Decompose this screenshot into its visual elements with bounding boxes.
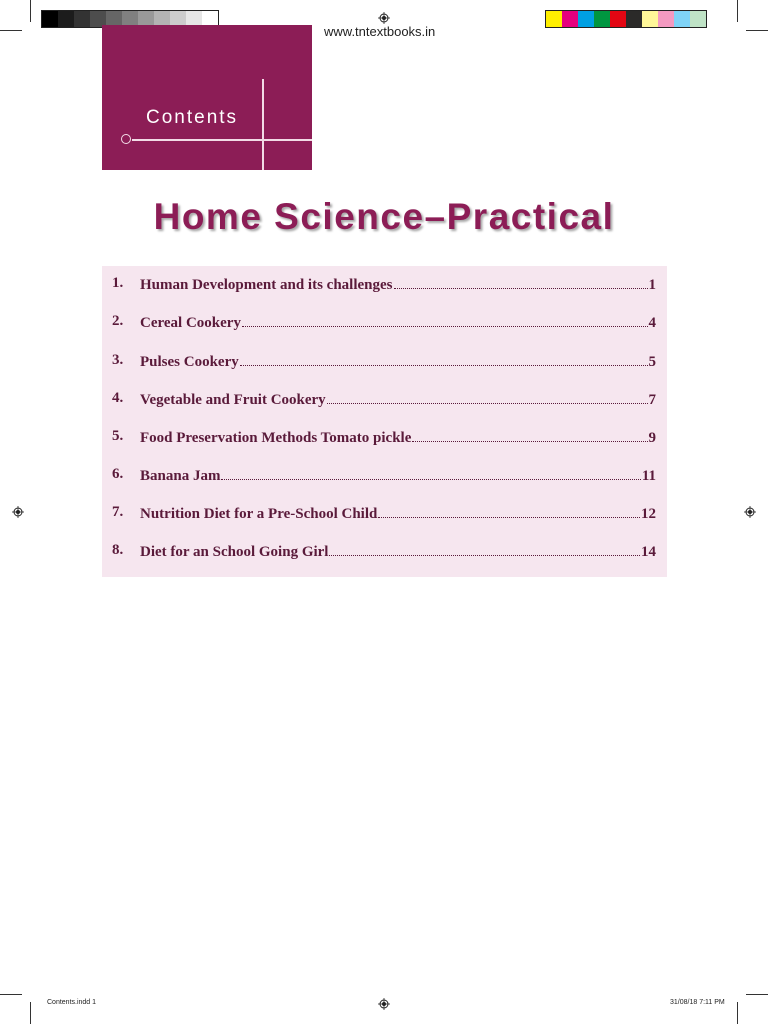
toc-entry-title: Vegetable and Fruit Cookery (140, 392, 326, 408)
footer-filename: Contents.indd 1 (47, 999, 97, 1006)
registration-mark-icon (378, 998, 390, 1010)
color-swatch (610, 11, 626, 27)
registration-mark-icon (378, 12, 390, 24)
decorative-line (262, 79, 264, 170)
color-swatch (578, 11, 594, 27)
crop-mark (0, 30, 22, 31)
toc-entry-line (140, 313, 656, 332)
toc-entry[interactable] (102, 390, 667, 412)
toc-entry[interactable] (102, 504, 667, 526)
toc-entry-title: Diet for an School Going Girl (140, 544, 329, 560)
dot-leader (394, 275, 648, 289)
crop-mark (30, 0, 31, 22)
color-swatch (58, 11, 74, 27)
crop-mark (746, 30, 768, 31)
color-swatch (658, 11, 674, 27)
dot-leader (329, 542, 640, 556)
crop-mark (30, 1002, 31, 1024)
toc-entry-page-number: 5 (648, 354, 656, 370)
toc-entry-line (140, 428, 656, 447)
toc-entry-number: 3. (112, 352, 124, 368)
toc-entry-number: 2. (112, 313, 124, 329)
toc-entry-line (140, 542, 656, 561)
dot-leader (240, 352, 648, 366)
color-swatch (626, 11, 642, 27)
dot-leader (221, 466, 640, 480)
toc-entry-number: 7. (112, 504, 124, 520)
crop-mark (737, 1002, 738, 1024)
page-title: Home Science–Practical (153, 196, 615, 237)
color-swatch (674, 11, 690, 27)
toc-entry[interactable] (102, 428, 667, 450)
toc-entry-title: Food Preservation Methods Tomato pickle (140, 430, 412, 446)
process-color-bar (545, 10, 707, 28)
toc-entry-page-number: 14 (641, 544, 656, 560)
toc-entry-number: 8. (112, 542, 124, 558)
contents-label: Contents (146, 107, 239, 128)
toc-entry-line (140, 275, 656, 294)
toc-entry-number: 1. (112, 275, 124, 291)
footer-timestamp: 31/08/18 7:11 PM (670, 999, 725, 1006)
color-swatch (690, 11, 706, 27)
registration-mark-icon (744, 506, 756, 518)
toc-entry[interactable] (102, 313, 667, 335)
toc-entry-line (140, 504, 656, 523)
toc-entry-page-number: 9 (648, 430, 656, 446)
toc-entry-page-number: 11 (641, 468, 656, 484)
toc-entry[interactable] (102, 352, 667, 374)
toc-entry-line (140, 390, 656, 409)
registration-mark-icon (12, 506, 24, 518)
crop-mark (746, 994, 768, 995)
dot-leader (242, 313, 648, 327)
toc-entry-title: Nutrition Diet for a Pre-School Child (140, 506, 378, 522)
color-swatch (546, 11, 562, 27)
color-swatch (642, 11, 658, 27)
circle-bullet-icon (121, 134, 131, 144)
toc-entry-title: Banana Jam (140, 468, 221, 484)
decorative-line (132, 139, 312, 141)
toc-entry-title: Cereal Cookery (140, 315, 241, 331)
dot-leader (378, 504, 640, 518)
color-swatch (594, 11, 610, 27)
crop-mark (737, 0, 738, 22)
toc-entry-number: 6. (112, 466, 124, 482)
color-swatch (562, 11, 578, 27)
toc-entry-page-number: 1 (648, 277, 656, 293)
toc-entry-page-number: 4 (648, 315, 656, 331)
color-swatch (42, 11, 58, 27)
toc-entry[interactable] (102, 275, 667, 297)
toc-entry-number: 4. (112, 390, 124, 406)
toc-entry-title: Pulses Cookery (140, 354, 239, 370)
dot-leader (327, 390, 648, 404)
toc-entry-page-number: 12 (641, 506, 656, 522)
toc-entry[interactable] (102, 466, 667, 488)
contents-banner (102, 25, 312, 170)
dot-leader (412, 428, 647, 442)
toc-entry-line (140, 466, 656, 485)
toc-entry-title: Human Development and its challenges (140, 277, 393, 293)
toc-entry[interactable] (102, 542, 667, 564)
toc-entry-line (140, 352, 656, 371)
color-swatch (74, 11, 90, 27)
toc-entry-page-number: 7 (648, 392, 656, 408)
crop-mark (0, 994, 22, 995)
website-url[interactable]: www.tntextbooks.in (324, 24, 436, 39)
toc-entry-number: 5. (112, 428, 124, 444)
table-of-contents (102, 266, 667, 577)
